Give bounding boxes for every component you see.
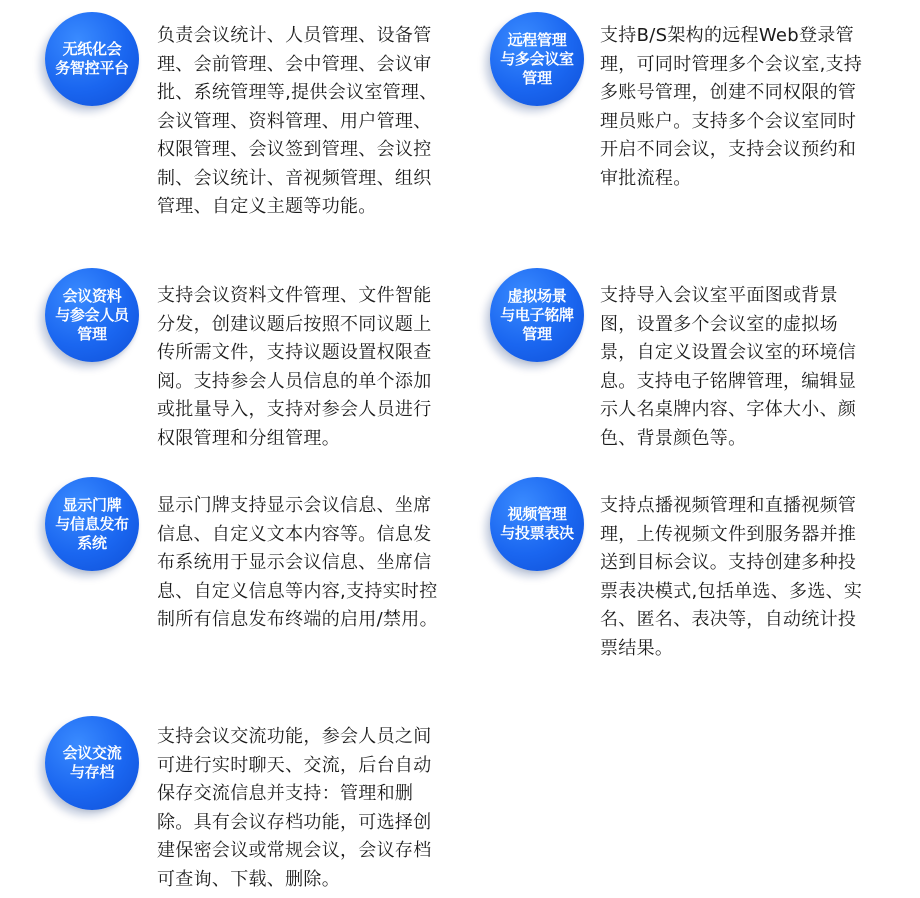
feature-description: 支持导入会议室平面图或背景图，设置多个会议室的虚拟场景，自定义设置会议室的环境信息。支持电子铭牌管理，编辑显示人名桌牌内容、字体大小、颜色、背景颜色等。 (600, 285, 857, 449)
feature-badge (45, 477, 139, 571)
feature-badge (490, 477, 584, 571)
feature-description: 显示门牌支持显示会议信息、坐席信息、自定义文本内容等。信息发布系统用于显示会议信息、坐席信息、自定义信息等内容,支持实时控制所有信息发布终端的启用/禁用。 (157, 495, 438, 630)
feature-badge-label: 无纸化会 务智控平台 (55, 40, 129, 77)
feature-badge (490, 268, 584, 362)
feature-description: 负责会议统计、人员管理、设备管理、会前管理、会中管理、会议审批、系统管理等,提供会议室管理、会议管理、资料管理、用户管理、权限管理、会议签到管理、会议控制、会议统计、音视频管理、组织管理、自定义主题等功能。 (157, 25, 438, 217)
feature-description: 支持B/S架构的远程Web登录管理，可同时管理多个会议室,支持多账号管理，创建不同权限的管理员账户。支持多个会议室同时开启不同会议，支持会议预约和审批流程。 (600, 25, 863, 189)
feature-description: 支持点播视频管理和直播视频管理，上传视频文件到服务器并推送到目标会议。支持创建多种投票表决模式,包括单选、多选、实名、匿名、表决等，自动统计投票结果。 (600, 495, 863, 659)
feature-badge-label: 显示门牌 与信息发布 系统 (55, 495, 129, 552)
feature-badge-label: 远程管理 与多会议室 管理 (500, 30, 574, 87)
feature-badge (45, 268, 139, 362)
feature-badge (45, 716, 139, 810)
feature-badge (490, 12, 584, 106)
feature-badge (45, 12, 139, 106)
feature-badge-label: 会议交流 与存档 (62, 744, 122, 781)
feature-description: 支持会议资料文件管理、文件智能分发，创建议题后按照不同议题上传所需文件，支持议题设置权限查阅。支持参会人员信息的单个添加或批量导入，支持对参会人员进行权限管理和分组管理。 (157, 285, 432, 449)
feature-description: 支持会议交流功能，参会人员之间可进行实时聊天、交流，后台自动保存交流信息并支持：管理和删除。具有会议存档功能，可选择创建保密会议或常规会议，会议存档可查询、下载、删除。 (157, 726, 432, 890)
feature-badge-label: 虚拟场景 与电子铭牌 管理 (500, 286, 574, 343)
feature-badge-label: 会议资料 与参会人员 管理 (55, 286, 129, 343)
feature-badge-label: 视频管理 与投票表决 (500, 505, 574, 542)
